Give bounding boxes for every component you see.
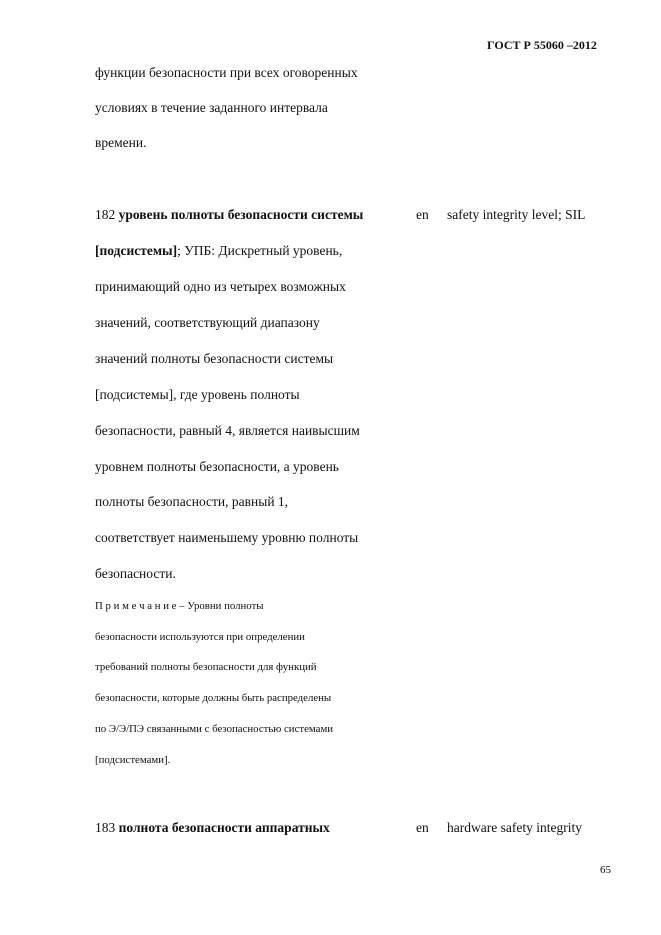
text-line: времени. (95, 135, 147, 150)
note-line (95, 600, 264, 612)
text-line: соответствует наименьшему уровню полноты (95, 530, 359, 545)
text-line: безопасности. (95, 566, 176, 581)
text-line: принимающий одно из четырех возможных (95, 279, 346, 294)
term-name-continued: [подсистемы] (95, 243, 178, 258)
term-heading (95, 207, 363, 223)
note-line: [подсистемами]. (95, 754, 171, 766)
text-line: [подсистемы], где уровень полноты (95, 387, 300, 402)
text-line: значений полноты безопасности системы (95, 351, 334, 366)
note-line: по Э/Э/ПЭ связанными с безопасностью системами (95, 723, 334, 735)
term-number: 183 (95, 820, 116, 835)
text-line: безопасности, равный 4, является наивысшим (95, 423, 360, 438)
language-tag: en (416, 207, 429, 222)
note-line: безопасности используются при определении (95, 631, 305, 643)
document-header: ГОСТ Р 55060 –2012 (487, 38, 597, 52)
note-line: требований полноты безопасности для функций (95, 661, 317, 673)
term-number: 182 (95, 207, 116, 222)
english-term: safety integrity level; SIL (447, 207, 586, 222)
note-line: безопасности, которые должны быть распределены (95, 692, 332, 704)
text-line: уровнем полноты безопасности, а уровень (95, 459, 339, 474)
abbreviation-definition: ; УПБ: Дискретный уровень, (177, 243, 343, 258)
text-line: условиях в течение заданного интервала (95, 100, 328, 115)
language-tag: en (416, 820, 429, 835)
text-line: функции безопасности при всех оговоренных (95, 65, 358, 80)
text-line: полноты безопасности, равный 1, (95, 494, 289, 509)
english-term: hardware safety integrity (447, 820, 582, 835)
note-text: – Уровни полноты (176, 600, 264, 612)
page-number: 65 (600, 864, 611, 876)
text-line: значений, соответствующий диапазону (95, 315, 320, 330)
term-heading (95, 820, 330, 836)
term-heading-continued (95, 243, 342, 259)
term-name: уровень полноты безопасности системы (118, 207, 364, 222)
note-label: П р и м е ч а н и е (95, 600, 177, 612)
term-name: полнота безопасности аппаратных (118, 820, 330, 835)
